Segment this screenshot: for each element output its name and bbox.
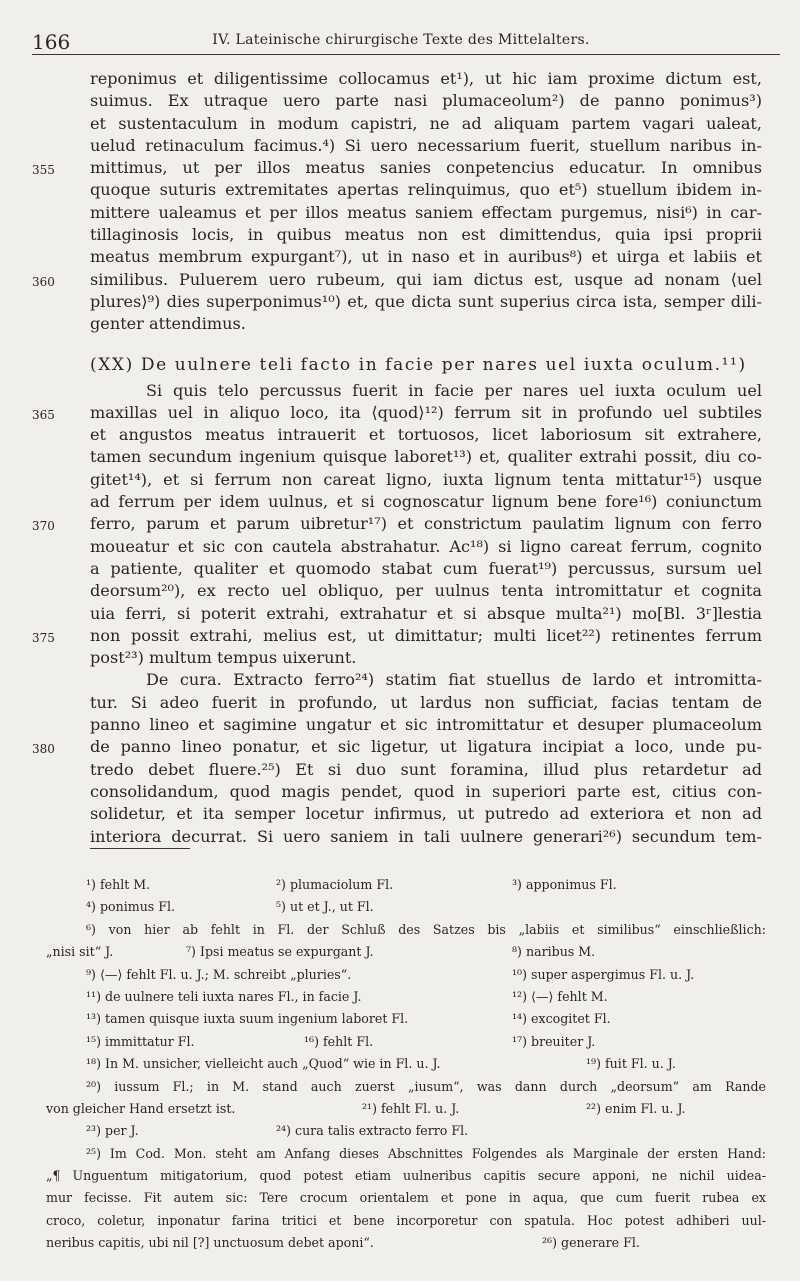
text-line: [90, 647, 762, 669]
line-text: tur. Si adeo fuerit in profundo, ut lardus non sufficiat, facias tentam de: [90, 692, 762, 712]
line-number: 370: [32, 519, 55, 534]
footnote-row: [46, 1008, 766, 1030]
text-line: [90, 380, 762, 402]
line-text: quoque suturis extremitates apertas relinquimus, quo et⁵) stuellum ibidem in-: [90, 180, 762, 200]
text-line: [90, 781, 762, 803]
text-line: [90, 692, 762, 714]
line-text: similibus. Puluerem uero rubeum, qui iam dictus est, usque ad nonam ⟨uel: [90, 269, 762, 289]
line-text: maxillas uel in aliquo loco, ita ⟨quod⟩¹²) ferrum sit in profundo uel subtiles: [90, 402, 762, 422]
footnote: ¹⁶) fehlt Fl.: [304, 1033, 374, 1049]
footnote: ¹⁹) fuit Fl. u. J.: [586, 1056, 676, 1072]
text-line: [90, 469, 762, 491]
line-text: (XX) De uulnere teli facto in facie per nares uel iuxta oculum.¹¹): [90, 354, 747, 375]
line-text: a patiente, qualiter et quomodo stabat cum fuerat¹⁹) percussus, sursum uel: [90, 558, 762, 578]
text-line: [90, 446, 762, 468]
footnote: ¹¹) de uulnere teli iuxta nares Fl., in facie J.: [86, 988, 362, 1004]
footnote-row: [46, 986, 766, 1008]
footnote: ⁵) ut et J., ut Fl.: [276, 899, 374, 915]
line-text: uia ferri, si poterit extrahi, extrahatur et si absque multa²¹) mo[Bl. 3ʳ]lestia: [90, 603, 762, 623]
line-number: 365: [32, 407, 55, 422]
line-text: mittere ualeamus et per illos meatus saniem effectam purgemus, nisi⁶) in car-: [90, 202, 762, 222]
footnote: „nisi sit“ J.: [46, 944, 114, 960]
footnote-row: [46, 1031, 766, 1053]
line-text: deorsum²⁰), ex recto uel obliquo, per uulnus tenta intromittatur et cognita: [90, 581, 762, 601]
footnote: ⁹) ⟨—⟩ fehlt Fl. u. J.; M. schreibt „pluries“.: [86, 966, 352, 982]
line-text: panno lineo et sagimine ungatur et sic intromittatur et desuper plumaceolum: [90, 715, 762, 735]
footnote: ²) plumaciolum Fl.: [276, 877, 394, 892]
footnote-row: [46, 1120, 766, 1142]
line-text: tillaginosis locis, in quibus meatus non est dimittendus, quia ipsi proprii: [90, 225, 762, 245]
footnote: ²⁰) iussum Fl.; in M. stand auch zuerst „iusum“, was dann durch „deorsum“ am Rande: [86, 1078, 766, 1094]
footnote: ⁶) von hier ab fehlt in Fl. der Schluß des Satzes bis „labiis et similibus“ einschließlich:: [86, 921, 766, 937]
line-text: uelud retinaculum facimus.⁴) Si uero necessarium fuerit, stuellum naribus in-: [90, 135, 762, 155]
footnote: ¹⁸) In M. unsicher, vielleicht auch „Quod“ wie in Fl. u. J.: [86, 1056, 441, 1072]
footnote: ⁷) Ipsi meatus se expurgant J.: [186, 944, 374, 960]
text-line: [90, 424, 762, 446]
paragraph-gap: [90, 336, 762, 350]
line-text: et sustentaculum in modum capistri, ne ad aliquam partem vagari ualeat,: [90, 113, 762, 133]
line-text: interiora decurrat. Si uero saniem in tali uulnere generari²⁶) secundum tem-: [90, 826, 762, 846]
line-number: 375: [32, 630, 55, 645]
text-line: [90, 68, 762, 90]
footnotes: [46, 874, 766, 1255]
footnote-row: [46, 964, 766, 986]
text-line: [32, 513, 762, 535]
text-line: [90, 669, 762, 691]
footnote-row: [46, 1053, 766, 1075]
footnote-row: [46, 874, 766, 896]
footnote: ¹⁴) excogitet Fl.: [512, 1011, 611, 1027]
line-text: non possit extrahi, melius est, ut dimittatur; multi licet²²) retinentes ferrum: [90, 625, 762, 645]
line-number: 380: [32, 742, 55, 757]
footnote-row: [46, 1232, 766, 1254]
text-line: [90, 313, 762, 335]
footnote: neribus capitis, ubi nil [?] unctuosum debet aponi“.: [46, 1235, 374, 1251]
line-text: De cura. Extracto ferro²⁴) statim fiat stuellus de lardo et intromitta-: [146, 670, 762, 690]
text-line: [90, 603, 762, 625]
footnote: croco, coletur, inponatur farina tritici et bene incorporetur con spatula. Hoc potest adhiberi uul-: [46, 1212, 766, 1228]
line-text: et angustos meatus intrauerit et tortuosos, licet laboriosum sit extrahere,: [90, 425, 762, 445]
text-line: [90, 135, 762, 157]
footnote: ²²) enim Fl. u. J.: [586, 1100, 686, 1116]
footnote-row: [46, 896, 766, 918]
footnote: ¹⁵) immittatur Fl.: [86, 1033, 195, 1049]
text-line: [90, 714, 762, 736]
page-number: 166: [32, 30, 71, 54]
line-text: genter attendimus.: [90, 314, 246, 334]
footnote: ²¹) fehlt Fl. u. J.: [362, 1100, 460, 1116]
text-line: [32, 157, 762, 179]
line-number: 355: [32, 163, 55, 178]
line-text: meatus membrum expurgant⁷), ut in naso et in auribus⁸) et uirga et labiis et: [90, 247, 762, 267]
text-line: [90, 202, 762, 224]
footnote: ⁴) ponimus Fl.: [86, 899, 176, 915]
footnote: ²⁵) Im Cod. Mon. steht am Anfang dieses Abschnittes Folgendes als Marginale der ersten Hand:: [86, 1145, 766, 1161]
line-text: tamen secundum ingenium quisque laboret¹³) et, qualiter extrahi possit, diu co-: [90, 447, 762, 467]
line-text: tredo debet fluere.²⁵) Et si duo sunt foramina, illud plus retardetur ad: [90, 759, 762, 779]
text-line: [90, 179, 762, 201]
line-text: reponimus et diligentissime collocamus et¹), ut hic iam proxime dictum est,: [90, 69, 762, 88]
line-text: suimus. Ex utraque uero parte nasi plumaceolum²) de panno ponimus³): [90, 91, 762, 111]
running-title: IV. Lateinische chirurgische Texte des Mittelalters.: [212, 32, 590, 48]
footnote: ²⁶) generare Fl.: [542, 1235, 640, 1251]
text-line: [90, 759, 762, 781]
footnote: ⁸) naribus M.: [512, 944, 596, 960]
footnote: ²⁴) cura talis extracto ferro Fl.: [276, 1123, 469, 1139]
footnote-row: [46, 1098, 766, 1120]
line-text: plures⟩⁹) dies superponimus¹⁰) et, que dicta sunt superius circa ista, semper dili-: [90, 291, 762, 311]
footnote: mur fecisse. Fit autem sic: Tere crocum orientalem et pone in aqua, que cum fuerit rubea ex: [46, 1190, 766, 1206]
text-line: [90, 803, 762, 825]
text-line: [90, 558, 762, 580]
footnote: ²³) per J.: [86, 1123, 139, 1139]
line-text: mittimus, ut per illos meatus sanies conpetencius educatur. In omnibus: [90, 158, 762, 178]
text-line: [32, 402, 762, 424]
line-text: gitet¹⁴), et si ferrum non careat ligno, iuxta lignum tenta mittatur¹⁵) usque: [90, 469, 762, 489]
line-text: solidetur, et ita semper locetur infirmus, ut putredo ad exteriora et non ad: [90, 804, 762, 824]
text-line: [90, 246, 762, 268]
section-heading: [90, 350, 762, 380]
line-text: post²³) multum tempus uixerunt.: [90, 648, 357, 668]
text-line: [90, 826, 762, 848]
text-line: [90, 90, 762, 112]
footnote: ¹⁷) breuiter J.: [512, 1033, 596, 1049]
text-line: [90, 291, 762, 313]
line-text: Si quis telo percussus fuerit in facie per nares uel iuxta oculum uel: [146, 380, 762, 400]
text-line: [32, 269, 762, 291]
text-line: [90, 491, 762, 513]
text-line: [32, 625, 762, 647]
header-rule: [32, 54, 780, 55]
footnote: ¹) fehlt M.: [86, 877, 151, 892]
footnote: ¹²) ⟨—⟩ fehlt M.: [512, 988, 608, 1004]
footnote-rule: [90, 848, 190, 849]
line-text: ad ferrum per idem uulnus, et si cognoscatur lignum bene fore¹⁶) coniunctum: [90, 492, 762, 512]
text-line: [90, 113, 762, 135]
line-text: ferro, parum et parum uibretur¹⁷) et constrictum paulatim lignum con ferro: [90, 514, 762, 534]
line-text: de panno lineo ponatur, et sic ligetur, ut ligatura incipiat a loco, unde pu-: [90, 737, 762, 757]
footnote: ³) apponimus Fl.: [512, 877, 617, 892]
text-line: [90, 536, 762, 558]
line-text: moueatur et sic con cautela abstrahatur. Ac¹⁸) si ligno careat ferrum, cognito: [90, 536, 762, 556]
footnote-row: [46, 941, 766, 963]
footnote: ¹⁰) super aspergimus Fl. u. J.: [512, 966, 695, 982]
footnote: „¶ Unguentum mitigatorium, quod potest etiam uulneribus capitis secure apponi, ne nichil uidea-: [46, 1168, 766, 1184]
line-text: consolidandum, quod magis pendet, quod in superiori parte est, citius con-: [90, 781, 762, 801]
page-header: [32, 28, 770, 54]
footnote: ¹³) tamen quisque iuxta suum ingenium laboret Fl.: [86, 1011, 409, 1027]
text-line: [32, 736, 762, 758]
text-line: [90, 580, 762, 602]
footnote: von gleicher Hand ersetzt ist.: [46, 1100, 236, 1116]
line-number: 360: [32, 274, 55, 289]
text-line: [90, 224, 762, 246]
main-text: [32, 68, 762, 848]
